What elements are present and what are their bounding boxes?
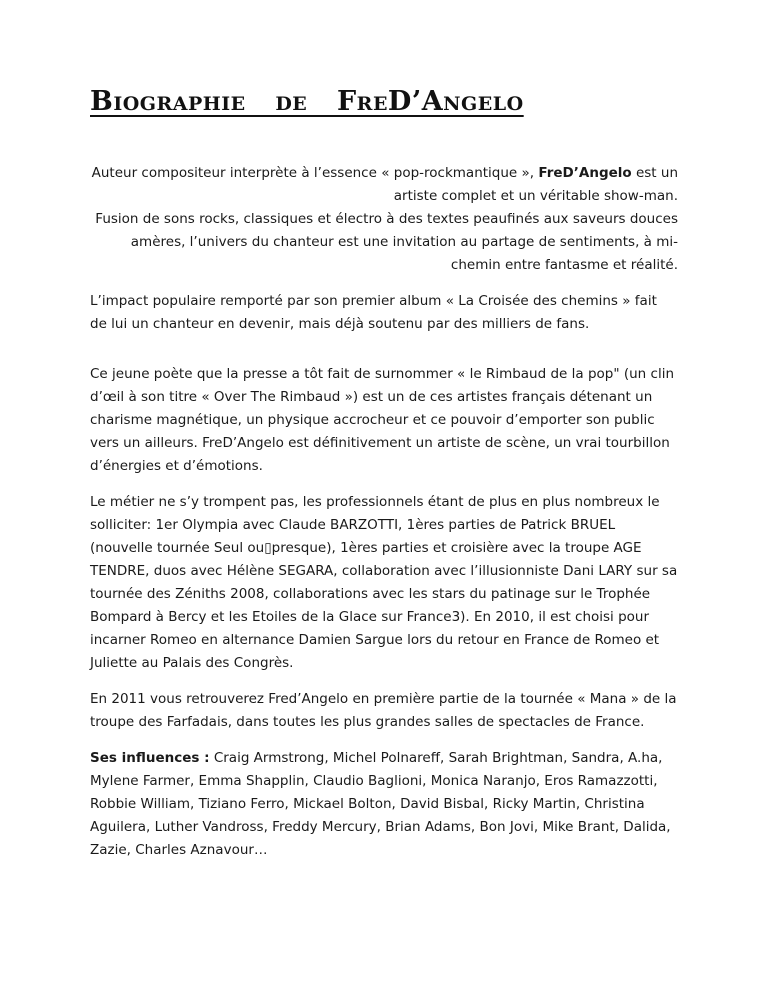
influences-list: Craig Armstrong, Michel Polnareff, Sarah Brightman, Sandra, A.ha, Mylene Farmer, Emma Shapplin, Claudio Baglioni, Monica Naranjo, Eros Ramazzotti, Robbie William, Tiziano Ferro, Mickael Bolton, David Bisbal, Ricky Martin, Christina Aguilera, Luther Vandross, Freddy Mercury, Brian Adams, Bon Jovi, Mike Brant, Dalida, Zazie, Charles Aznavour… (90, 750, 671, 858)
intro-line-2: artiste complet et un véritable show-man. (393, 188, 678, 204)
intro-line-3: Fusion de sons rocks, classiques et électro à des textes peaufinés aux saveurs douces (95, 211, 678, 227)
document-body (90, 162, 678, 875)
influences-label: Ses influences : (90, 750, 210, 766)
spacer (90, 349, 678, 363)
paragraph-poet: Ce jeune poète que la presse a tôt fait de surnommer « le Rimbaud de la pop" (un clin d’œil à son titre « Over The Rimbaud ») est un de ces artistes français détenant un charisme magnétique, un physique accrocheur et ce pouvoir d’emporter son public vers un ailleurs. FreD’Angelo est définitivement un artiste de scène, un vrai tourbillon d’énergies et d’émotions. (90, 366, 675, 474)
intro-line-5: chemin entre fantasme et réalité. (450, 257, 678, 273)
paragraph-influences (90, 747, 678, 862)
intro-line-4: amères, l’univers du chanteur est une invitation au partage de sentiments, à mi- (130, 234, 678, 250)
artist-name-bold: FreD’Angelo (538, 165, 632, 181)
paragraph-2011: En 2011 vous retrouverez Fred’Angelo en première partie de la tournée « Mana » de la troupe des Farfadais, dans toutes les plus grandes salles de spectacles de France. (90, 691, 677, 730)
page-title: Biographie de FreD’Angelo (90, 86, 524, 117)
paragraph-album: L’impact populaire remporté par son premier album « La Croisée des chemins » fait de lui un chanteur en devenir, mais déjà soutenu par des milliers de fans. (90, 293, 657, 332)
intro-paragraph (90, 162, 678, 277)
intro-line-1: Auteur compositeur interprète à l’essence « pop-rockmantique », FreD’Angelo est un (91, 165, 678, 181)
paragraph-career: Le métier ne s’y trompent pas, les professionnels étant de plus en plus nombreux le solliciter: 1er Olympia avec Claude BARZOTTI, 1ères parties de Patrick BRUEL (nouvelle tournée Seul ou▯presque), 1ères parties et croisière avec la troupe AGE TENDRE, duos avec Hélène SEGARA, collaboration avec l’illusionniste Dani LARY sur sa tournée des Zéniths 2008, collaborations avec les stars du patinage sur le Trophée Bompard à Bercy et les Etoiles de la Glace sur France3). En 2010, il est choisi pour incarner Romeo en alternance Damien Sargue lors du retour en France de Romeo et Juliette au Palais des Congrès. (90, 494, 678, 671)
